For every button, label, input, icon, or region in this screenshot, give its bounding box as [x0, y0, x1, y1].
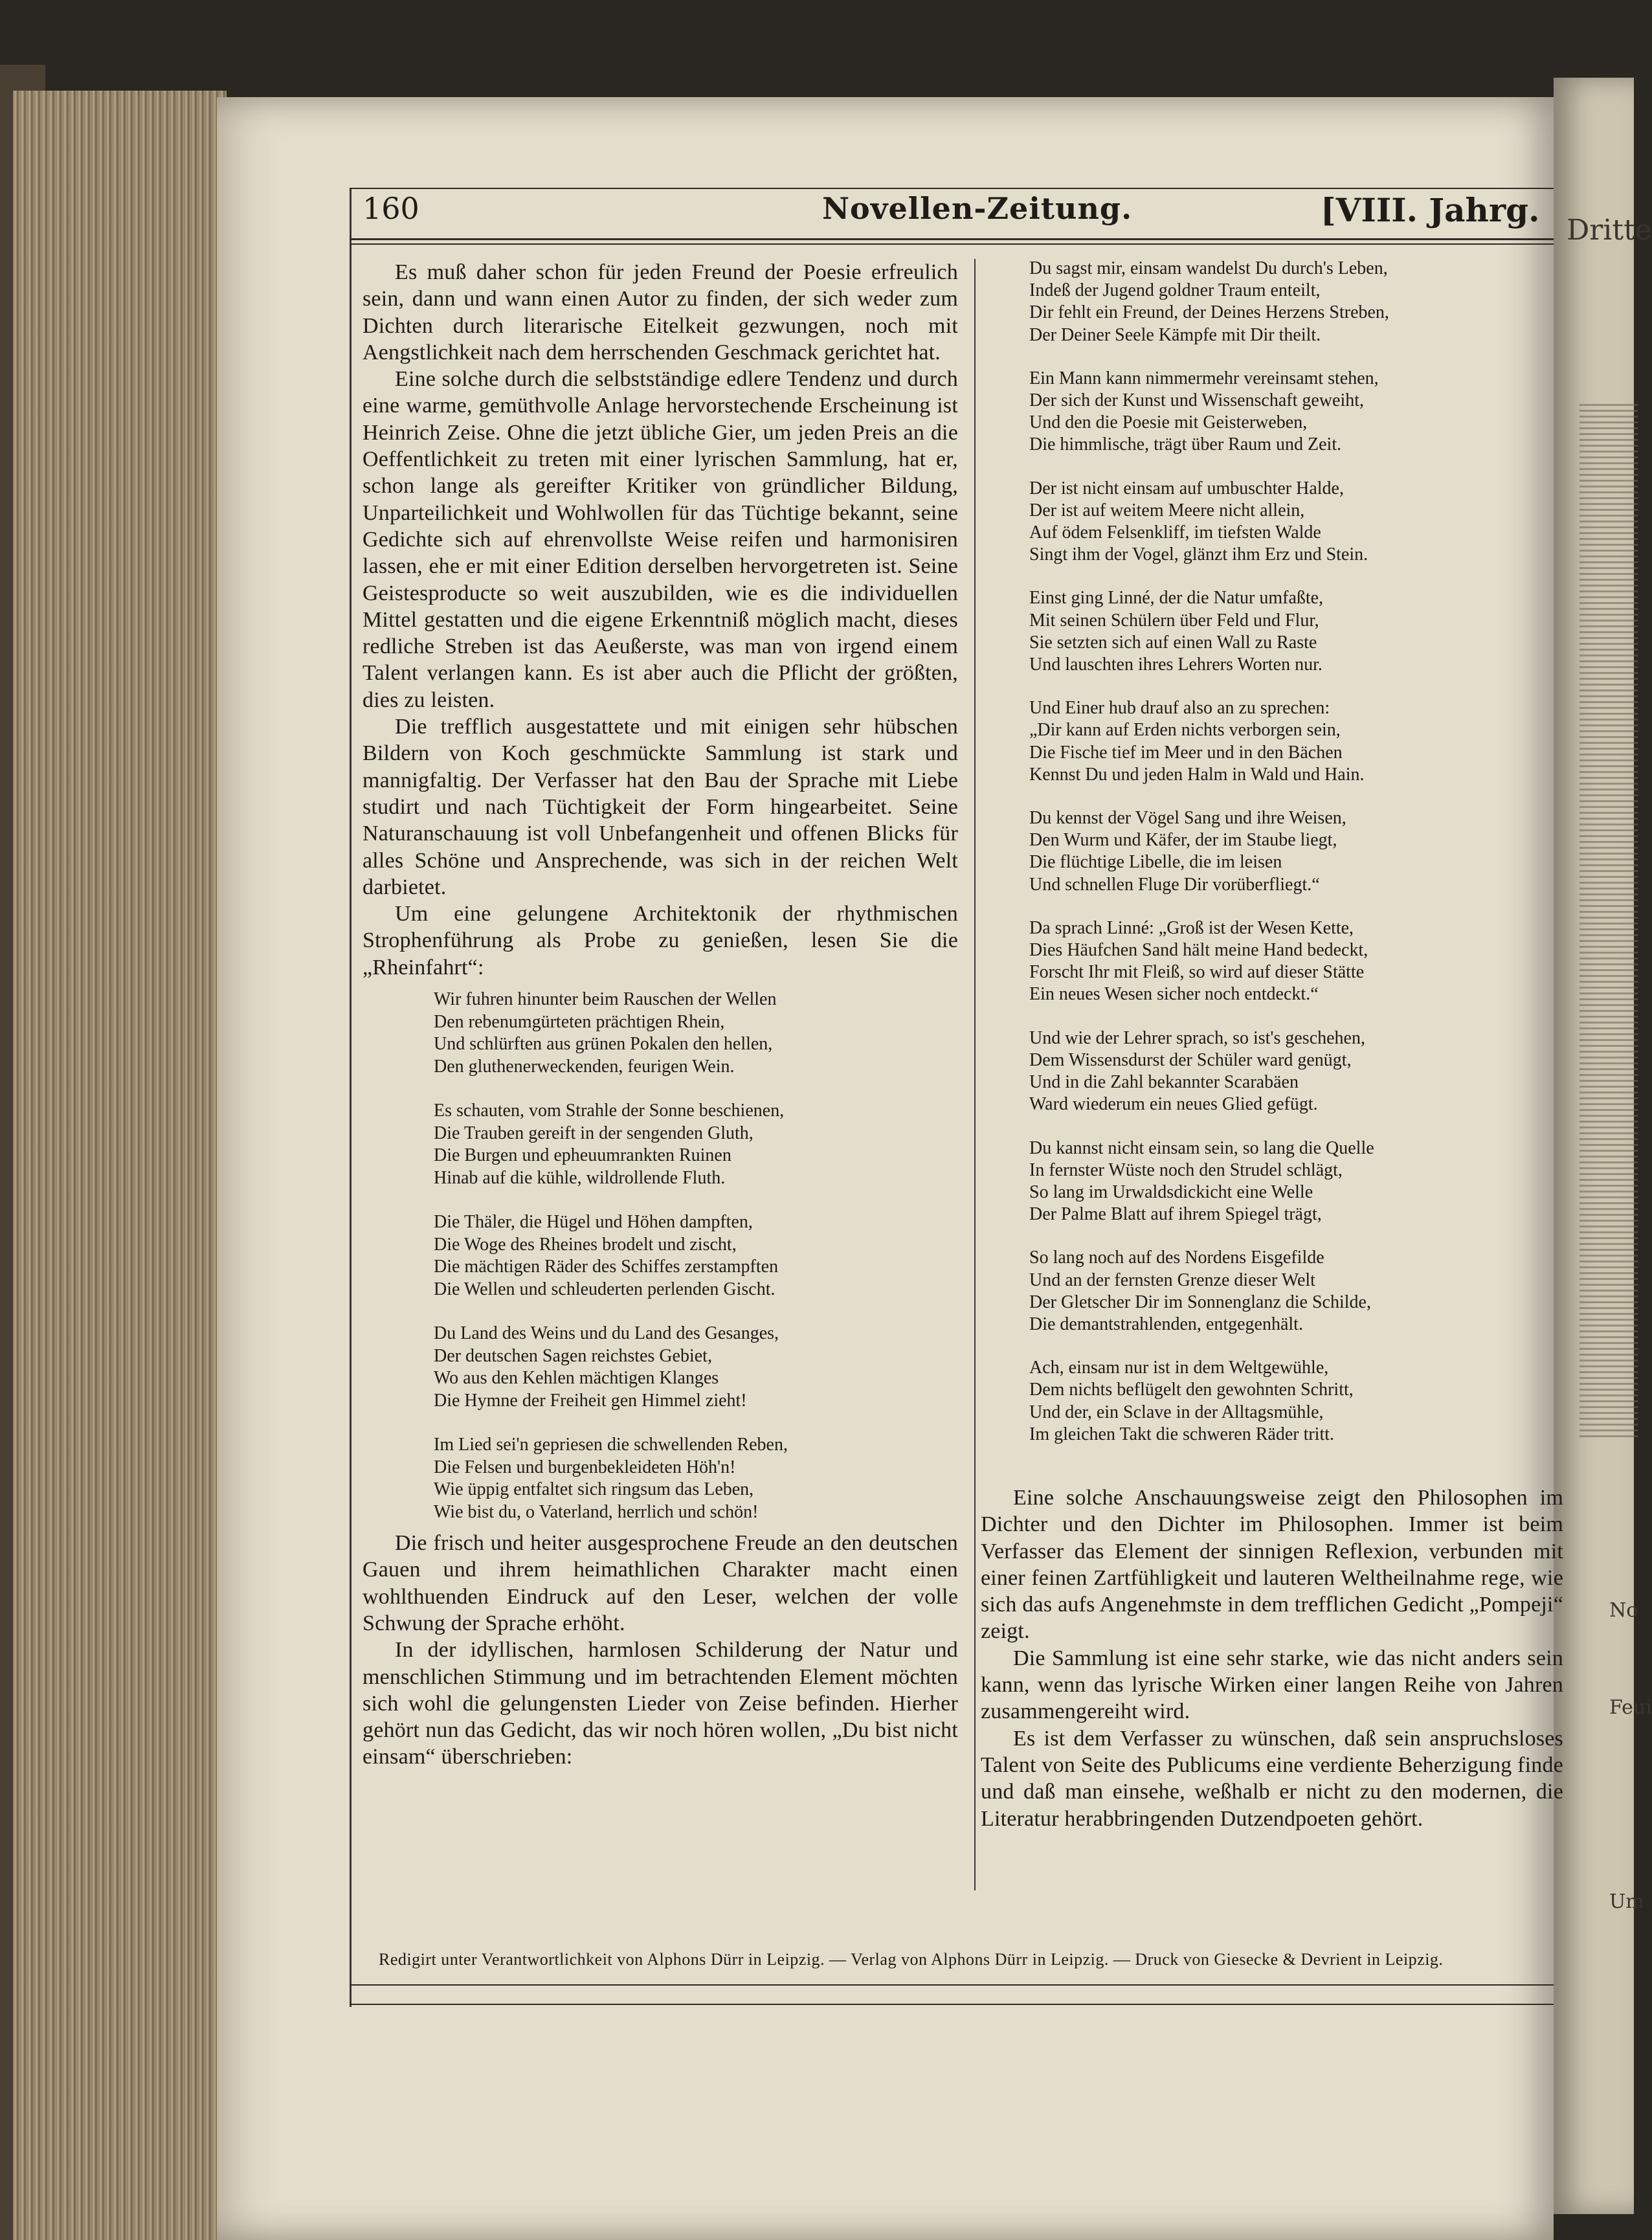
volume-label: [VIII. Jahrg.: [1321, 191, 1540, 229]
verse-line: Und wie der Lehrer sprach, so ist's geschehen,: [1029, 1027, 1365, 1048]
paragraph: Eine solche durch die selbstständige edlere Tendenz und durch eine warme, gemüthvolle Anlage hervorstechende Erscheinung ist Heinrich Zeise. Ohne die jetzt übliche Gier, um jeden Preis an die Oeffentlichkeit zu treten mit einer lyrischen Sammlung, hat er, schon lange als gereifter Kritiker von gründlicher Bildung, Unparteilichkeit und Wohlwollen für das Tüchtige bekannt, seine Gedichte sich auf ehrenvollste Weise reifen und harmonisiren lassen, ehe er mit einer Edition derselben hervorgetreten ist. Seine Geistesproducte so weit auszubilden, wie es die individuellen Mittel gestatten und die eigene Erkenntniß möglich macht, dieses redliche Streben ist das Aeußerste, was man von irgend einem Talent verlangen kann. Es ist aber auch die Pflicht der größten, dies zu leisten.: [363, 367, 958, 712]
stanza: [1029, 807, 1521, 896]
paragraph: Um eine gelungene Architektonik der rhythmischen Strophenführung als Probe zu genießen, lesen Sie die „Rheinfahrt“:: [363, 902, 958, 980]
verse-line: Den gluthenerweckenden, feurigen Wein.: [434, 1056, 735, 1077]
verse-line: Dem nichts beflügelt den gewohnten Schritt,: [1029, 1380, 1354, 1400]
stanza: [1029, 1027, 1521, 1116]
paragraph: Es muß daher schon für jeden Freund der Poesie erfreulich sein, dann und wann einen Autor zu finden, der sich weder zum Dichten durch literarische Eitelkeit gezwungen, noch mit Aengstlichkeit nach dem herrschenden Geschmack gerichtet hat.: [363, 260, 958, 364]
paragraph: Die trefflich ausgestattete und mit einigen sehr hübschen Bildern von Koch geschmückte Sammlung ist stark und mannigfaltig. Der Verfasser hat den Bau der Sprache mit Liebe studirt und nach Tüchtigkeit der Form hingearbeitet. Seine Naturanschauung ist voll Unbefangenheit und offenen Blicks für alles Schöne und Ansprechende, was sich in der reichen Welt darbietet.: [363, 715, 958, 899]
stanza: [1029, 1137, 1521, 1226]
adjacent-page: [1554, 78, 1652, 2214]
adjacent-fragment: Um: [1609, 1890, 1644, 1913]
verse-line: In fernster Wüste noch den Strudel schlägt,: [1029, 1159, 1343, 1180]
page-number: 160: [363, 191, 419, 226]
poem-rheinfahrt: [434, 989, 958, 1523]
paragraph: Die frisch und heiter ausgesprochene Freude an den deutschen Gauen und ihrem heimathlichen Charakter macht einen wohlthuenden Eindruck auf den Leser, welchen der volle Schwung der Sprache erhöht.: [363, 1531, 958, 1635]
stanza: [1029, 1357, 1521, 1446]
stanza: [434, 989, 958, 1078]
verse-line: Und schlürften aus grünen Pokalen den hellen,: [434, 1034, 773, 1055]
verse-line: Ein neues Wesen sicher noch entdeckt.“: [1029, 984, 1319, 1005]
verse-line: Die Woge des Rheines brodelt und zischt,: [434, 1234, 737, 1255]
right-column-prose: [981, 1484, 1563, 1832]
verse-line: Da sprach Linné: „Groß ist der Wesen Kette,: [1029, 917, 1354, 938]
left-column: [363, 259, 958, 1771]
poem-du-bist-nicht-einsam: [1029, 258, 1521, 1467]
stanza: [434, 1100, 958, 1189]
verse-line: Und lauschten ihres Lehrers Worten nur.: [1029, 655, 1323, 675]
verse-line: Die Hymne der Freiheit gen Himmel zieht!: [434, 1390, 747, 1411]
stanza: [1029, 697, 1521, 786]
column-divider: [974, 259, 976, 1890]
verse-line: Dir fehlt ein Freund, der Deines Herzens Streben,: [1029, 302, 1389, 323]
verse-line: Den rebenumgürteten prächtigen Rhein,: [434, 1011, 725, 1032]
verse-line: Die mächtigen Räder des Schiffes zerstampften: [434, 1257, 779, 1277]
verse-line: Du kennst der Vögel Sang und ihre Weisen,: [1029, 808, 1346, 829]
verse-line: Einst ging Linné, der die Natur umfaßte,: [1029, 588, 1324, 609]
verse-line: Auf ödem Felsenkliff, im tiefsten Walde: [1029, 522, 1321, 543]
stanza: [1029, 1247, 1521, 1336]
verse-line: Die demantstrahlenden, entgegenhält.: [1029, 1314, 1303, 1334]
verse-line: Du Land des Weins und du Land des Gesanges,: [434, 1323, 779, 1344]
verse-line: Du sagst mir, einsam wandelst Du durch's Leben,: [1029, 258, 1388, 278]
stanza: [434, 1434, 958, 1523]
verse-line: Und der, ein Sclave in der Alltagsmühle,: [1029, 1402, 1324, 1422]
adjacent-fragment: Feui: [1609, 1696, 1652, 1719]
stanza: [434, 1323, 958, 1412]
verse-line: Singt ihm der Vogel, glänzt ihm Erz und Stein.: [1029, 544, 1368, 565]
verse-line: So lang im Urwaldsdickicht eine Welle: [1029, 1182, 1313, 1202]
paragraph: Die Sammlung ist eine sehr starke, wie das nicht anders sein kann, wenn das lyrische Wirken einer langen Reihe von Jahren zusammengereiht wird.: [981, 1646, 1563, 1724]
journal-title: Novellen-Zeitung.: [822, 191, 1133, 226]
verse-line: Der Deiner Seele Kämpfe mit Dir theilt.: [1029, 324, 1321, 345]
verse-line: Der Palme Blatt auf ihrem Spiegel trägt,: [1029, 1204, 1322, 1225]
verse-line: Die Felsen und burgenbekleideten Höh'n!: [434, 1457, 736, 1477]
verse-line: Ward wiederum ein neues Glied gefügt.: [1029, 1094, 1318, 1115]
verse-line: Die Thäler, die Hügel und Höhen dampften,: [434, 1212, 753, 1233]
verse-line: Sie setzten sich auf einen Wall zu Raste: [1029, 632, 1317, 653]
verse-line: Es schauten, vom Strahle der Sonne beschienen,: [434, 1101, 785, 1121]
verse-line: Die Wellen und schleuderten perlenden Gischt.: [434, 1279, 776, 1299]
stanza: [1029, 478, 1521, 566]
paragraph: Es ist dem Verfasser zu wünschen, daß sein anspruchsloses Talent von Seite des Publicums eine verdiente Beherzigung finde und daß man einsehe, weßhalb er nicht zu den modernen, die Literatur herabbringenden Dutzendpoeten gehört.: [981, 1726, 1563, 1831]
verse-line: Die flüchtige Libelle, die im leisen: [1029, 852, 1282, 873]
verse-line: Und den die Poesie mit Geisterweben,: [1029, 412, 1308, 433]
verse-line: Mit seinen Schülern über Feld und Flur,: [1029, 610, 1319, 631]
verse-line: Und schnellen Fluge Dir vorüberfliegt.“: [1029, 874, 1320, 895]
verse-line: Im Lied sei'n gepriesen die schwellenden Reben,: [434, 1435, 788, 1455]
footer-rule: [350, 1984, 1554, 1986]
footer-rule-lower: [350, 2004, 1554, 2005]
paragraph: Eine solche Anschauungsweise zeigt den Philosophen im Dichter und den Dichter im Philosophen. Immer ist beim Verfasser das Element der sinnigen Reflexion, verbunden mit einer feinen Zartfühligkeit und lauteren Weltheilnahme rege, wie sich das aufs Angenehmste in dem trefflichen Gedicht „Pompeji“ zeigt.: [981, 1486, 1563, 1644]
header-rule-top: [350, 188, 1554, 189]
stanza: [1029, 368, 1521, 456]
verse-line: Wo aus den Kehlen mächtigen Klanges: [434, 1368, 719, 1389]
verse-line: Ach, einsam nur ist in dem Weltgewühle,: [1029, 1358, 1329, 1378]
verse-line: Dies Häufchen Sand hält meine Hand bedeckt,: [1029, 940, 1368, 961]
verse-line: Der ist auf weitem Meere nicht allein,: [1029, 500, 1305, 521]
paragraph: In der idyllischen, harmlosen Schilderung der Natur und menschlichen Stimmung und im betrachtenden Element möchten sich wohl die gelungensten Lieder von Zeise befinden. Hierher gehört nun das Gedicht, das wir noch hören wollen, „Du bist nicht einsam“ überschrieben:: [363, 1638, 958, 1769]
verse-line: Der ist nicht einsam auf umbuschter Halde,: [1029, 478, 1344, 498]
verse-line: Dem Wissensdurst der Schüler ward genügt,: [1029, 1049, 1352, 1070]
verse-line: Und in die Zahl bekannter Scarabäen: [1029, 1072, 1299, 1093]
adjacent-heading: Dritte: [1567, 214, 1652, 247]
verse-line: Der sich der Kunst und Wissenschaft geweiht,: [1029, 390, 1365, 411]
verse-line: Wir fuhren hinunter beim Rauschen der Wellen: [434, 989, 777, 1010]
verse-line: Der deutschen Sagen reichstes Gebiet,: [434, 1345, 712, 1366]
verse-line: Hinab auf die kühle, wildrollende Fluth.: [434, 1167, 726, 1188]
verse-line: Wie üppig entfaltet sich ringsum das Leben,: [434, 1479, 754, 1500]
verse-line: Die Burgen und epheuumrankten Ruinen: [434, 1145, 731, 1166]
verse-line: Und Einer hub drauf also an zu sprechen:: [1029, 698, 1330, 719]
verse-line: Die himmlische, trägt über Raum und Zeit.: [1029, 434, 1342, 455]
header-rule: [350, 238, 1554, 240]
imprint-footer: Redigirt unter Verantwortlichkeit von Alphons Dürr in Leipzig. — Verlag von Alphons Dürr in Leipzig. — Druck von Giesecke & Devrient in Leipzig.: [379, 1950, 1444, 1969]
adjacent-illustration: [1579, 401, 1638, 1437]
stanza: [1029, 917, 1521, 1006]
verse-line: Und an der fernsten Grenze dieser Welt: [1029, 1270, 1315, 1290]
verse-line: Ein Mann kann nimmermehr vereinsamt stehen,: [1029, 368, 1379, 388]
verse-line: Indeß der Jugend goldner Traum enteilt,: [1029, 280, 1321, 301]
page-edges: [13, 91, 227, 2240]
verse-line: Du kannst nicht einsam sein, so lang die Quelle: [1029, 1137, 1374, 1158]
stanza: [434, 1211, 958, 1301]
verse-line: So lang noch auf des Nordens Eisgefilde: [1029, 1248, 1324, 1268]
verse-line: Kennst Du und jeden Halm in Wald und Hain.: [1029, 764, 1365, 785]
stanza: [1029, 587, 1521, 676]
verse-line: Wie bist du, o Vaterland, herrlich und schön!: [434, 1501, 759, 1522]
verse-line: „Dir kann auf Erden nichts verborgen sein,: [1029, 720, 1341, 741]
header-rule-double: [350, 243, 1554, 245]
verse-line: Den Wurm und Käfer, der im Staube liegt,: [1029, 830, 1337, 851]
adjacent-fragment: No: [1609, 1599, 1638, 1622]
verse-line: Forscht Ihr mit Fleiß, so wird auf dieser Stätte: [1029, 962, 1365, 983]
verse-line: Die Fische tief im Meer und in den Bächen: [1029, 742, 1343, 763]
verse-line: Der Gletscher Dir im Sonnenglanz die Schilde,: [1029, 1292, 1371, 1312]
verse-line: Im gleichen Takt die schweren Räder tritt.: [1029, 1424, 1335, 1444]
stanza: [1029, 258, 1521, 346]
verse-line: Die Trauben gereift in der sengenden Gluth,: [434, 1123, 753, 1143]
